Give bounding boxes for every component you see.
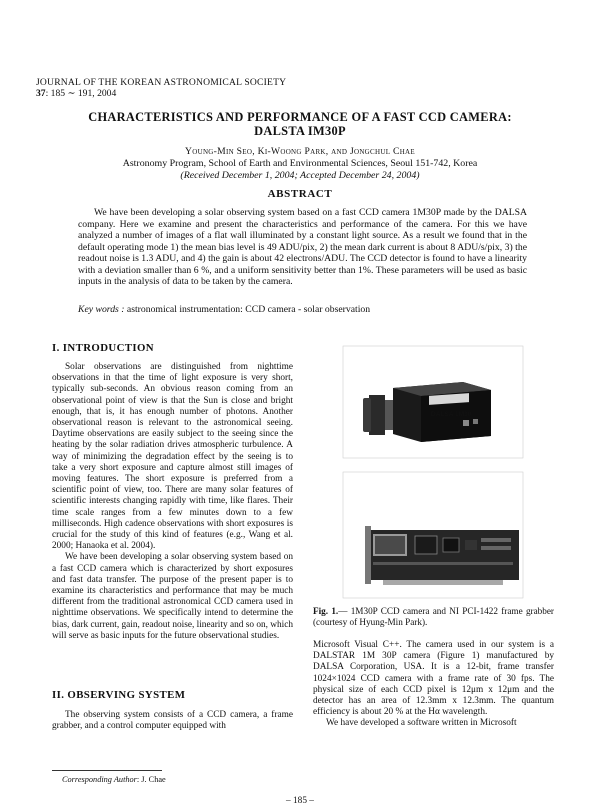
camera-label-text: DALSA 1M30 bbox=[431, 411, 472, 418]
paper-title-line1: CHARACTERISTICS AND PERFORMANCE OF A FAST CCD CAMERA: bbox=[88, 110, 512, 124]
keywords bbox=[78, 304, 527, 315]
keywords-text: astronomical instrumentation: CCD camera - solar observation bbox=[124, 304, 371, 315]
frame-grabber-photo bbox=[365, 526, 519, 585]
observing-system-body bbox=[52, 710, 293, 732]
introduction-body bbox=[52, 362, 293, 642]
paragraph: We have been developing a solar observing system based on a fast CCD camera which is characterized by short exposures and fast data transfer. The purpose of the present paper is to examine its characteristics and performance that may be much different from the traditional astronomical CCD camera used in nighttime observations. We specifically intend to determine the bias, dark current, gain, readout noise, linearity and so on, which will serve as basic inputs for the future observational studies. bbox=[52, 552, 293, 641]
page-number: – 185 – bbox=[286, 796, 314, 806]
footnote-rule bbox=[52, 770, 162, 771]
received-dates: (Received December 1, 2004; Accepted December 24, 2004) bbox=[180, 170, 420, 181]
paper-title-line2: DALSTA IM30P bbox=[254, 124, 346, 138]
paper-title bbox=[40, 110, 560, 138]
volume-number: 37 bbox=[36, 88, 46, 99]
section-heading-observing-system: II. OBSERVING SYSTEM bbox=[52, 689, 186, 701]
figure-caption bbox=[313, 606, 554, 628]
figure-image bbox=[313, 340, 549, 602]
footnote-text: : J. Chae bbox=[136, 775, 166, 784]
paragraph: We have developed a software written in Microsoft bbox=[326, 718, 517, 729]
paragraph: Microsoft Visual C++. The camera used in our system is a DALSTAR 1M 30P camera (Figure 1) manufactured by DALSA Corporation, USA. It is a 12-bit, frame transfer 1024×1024 CCD camera with a frame rate of 30 fps. The physical size of each CCD pixel is 12μm x 12μm and the detector has an area of 12.3mm x 12.3mm. The quantum efficiency is about 20 % at the Hα wavelength. bbox=[313, 640, 554, 718]
abstract-heading: ABSTRACT bbox=[267, 188, 333, 200]
paragraph: Solar observations are distinguished from nighttime observations in that the time of light exposure is very short, typically sub-seconds. An obvious reason coming from an observational point of view is that the Sun is close and bright enough, that is, it has enough number of photons. Another observational reason is relevant to the astronomical seeing. Daytime observations are easily subject to the seeing since the heating by the solar radiation drives atmospheric turbulence. A way of minimizing the degradation effect by the seeing is to take a very short exposure and capture almost still images of moving features. The short exposure is preferred from a scientific point of view, too. There are many solar features of scientific interests changing rapidly with time, like flares. Their time scale ranges from a few minutes down to a few milliseconds. High cadence observations with short exposures is crucial for the study of this kind of features (e.g., Wang et al. 2000; Hanaoka et al. 2004). bbox=[52, 362, 293, 552]
footnote bbox=[62, 775, 166, 784]
right-column-body bbox=[313, 640, 554, 730]
page-range: : 185 ∼ 191, 2004 bbox=[45, 88, 117, 99]
keywords-label: Key words : bbox=[78, 304, 125, 315]
footnote-label: Corresponding Author bbox=[62, 775, 137, 784]
journal-name: JOURNAL OF THE KOREAN ASTRONOMICAL SOCIETY bbox=[36, 77, 287, 88]
volume-line bbox=[36, 88, 116, 99]
section-heading-introduction: I. INTRODUCTION bbox=[52, 342, 154, 354]
abstract-text: We have been developing a solar observing system based on a fast CCD camera 1M30P made by the DALSA company. Here we examine and present the characteristics and performance of the camera. For this we have analyzed a number of images of a flat wall illuminated by a constant light source. As a result we found that in the default operating mode 1) the mean bias level is 49 ADU/pix, 2) the mean dark current is about 8 ADU/s/pix, 3) the readout noise is 1.3 ADU, and 4) the gain is about 42 electrons/ADU. The CCD detector is found to have a linearity with a deviation smaller than 6 %, and a uniform sensitivity better than 1%. These parameters will be used as basic inputs in the analysis of data to be taken by the camera. bbox=[78, 207, 527, 288]
affiliation: Astronomy Program, School of Earth and Environmental Sciences, Seoul 151-742, Korea bbox=[122, 158, 478, 169]
authors: Young-Min Seo, Ki-Woong Park, and Jongchul Chae bbox=[185, 146, 415, 157]
figure-caption-text: — 1M30P CCD camera and NI PCI-1422 frame grabber (courtesy of Hyung-Min Park). bbox=[313, 606, 554, 628]
figure-label: Fig. 1. bbox=[313, 606, 339, 616]
figure-1 bbox=[313, 340, 549, 602]
paragraph: The observing system consists of a CCD camera, a frame grabber, and a control computer equipped with bbox=[52, 710, 293, 732]
